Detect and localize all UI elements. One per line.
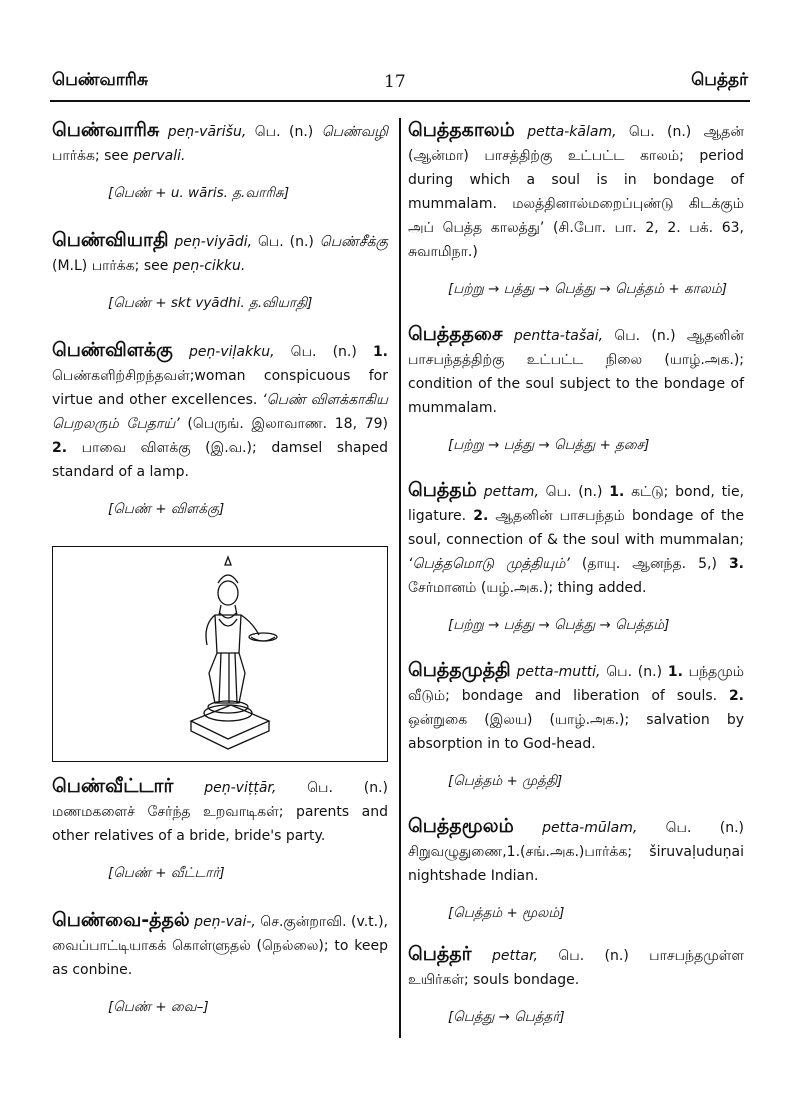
dictionary-entry xyxy=(52,338,388,484)
definition: பெ. (n.) xyxy=(246,124,322,140)
transliteration: peṇ-vai-, xyxy=(194,914,256,930)
page-number: 17 xyxy=(384,72,406,92)
left-column-lower xyxy=(52,774,388,1018)
definition: பெ. (n.) ஆதன் (ஆன்மா) பாசத்திற்கு உட்பட்ட காலம்; period during which a soul is in bondage of mummalam. மலத்தினால்மறைப்புண்டு கிடக்கும் அப் பெத்த காலத்து’ (சி.போ. பா. 2, 2. பக். 63, சுவாமிநா.) xyxy=(408,124,745,260)
definition: பெ. (n.) பாசபந்தமுள்ள உயிர்கள்; souls bondage. xyxy=(408,948,745,988)
quotation: ‘பெத்தமொடு முத்தியும்’ xyxy=(408,556,570,572)
headword: பெண்வியாதி xyxy=(52,229,169,251)
headword: பெண்வை-த்தல் xyxy=(52,909,190,931)
headword: பெண்வீட்டார் xyxy=(52,775,174,797)
definition: பந்தமும் வீடும்; bondage and liberation of souls. xyxy=(408,664,745,704)
illustration-frame xyxy=(52,546,388,762)
definition: (M.L) பார்க்க; see xyxy=(52,258,173,274)
header-right-headword: பெத்தர் xyxy=(691,70,748,90)
etymology: [பெத்தம் + மூலம்] xyxy=(448,905,565,921)
cross-reference: பெண்சீக்கு xyxy=(319,234,388,250)
definition: சேர்மானம் (யழ்.அக.); thing added. xyxy=(408,580,647,596)
etymology: [பெண் + u. wāris. த.வாரிசு] xyxy=(108,185,290,201)
dictionary-entry xyxy=(52,774,388,848)
headword: பெத்தம் xyxy=(408,479,477,501)
lamp-bearer-figure-illustration xyxy=(173,553,283,753)
dictionary-entry xyxy=(408,118,744,264)
transliteration: peṇ-viḷakku, xyxy=(188,344,275,360)
etymology: [பெண் + வீட்டார்] xyxy=(108,865,225,881)
dictionary-entry xyxy=(408,658,744,756)
headword: பெத்ததசை xyxy=(408,323,503,345)
definition: ஒன்றுகை (இலய) (யாழ்.அக.); salvation by absorption in to God-head. xyxy=(408,712,744,752)
definition: பெ. (n.) ஆதனின் பாசபந்தத்திற்கு உட்பட்ட நிலை (யாழ்.அக.); condition of the soul subject to the bondage of mummalam. xyxy=(408,328,745,416)
quotation: ‘பெண் விளக்காகிய பெறலரும் பேதாய்’ xyxy=(52,392,388,432)
transliteration: peṇ-viyādi, xyxy=(174,234,253,250)
transliteration: peṇ-viṭṭār, xyxy=(204,780,277,796)
sense-number: 2. xyxy=(473,508,489,524)
cross-reference: pervali. xyxy=(133,148,186,164)
headword: பெத்தகாலம் xyxy=(408,119,515,141)
left-column xyxy=(52,118,388,520)
citation: (பெருங். இலாவாண. 18, 79) xyxy=(179,416,388,432)
column-divider xyxy=(399,118,401,1038)
transliteration: pettam, xyxy=(483,484,539,500)
dictionary-entry xyxy=(52,118,388,168)
etymology: [பற்று → பத்து → பெத்து + தசை] xyxy=(448,437,650,453)
etymology: [பெத்து → பெத்தர்] xyxy=(448,1009,565,1025)
etymology: [பற்று → பத்து → பெத்து → பெத்தம் + காலம்] xyxy=(448,281,727,297)
headword: பெண்வாரிசு xyxy=(52,119,160,141)
definition: பெ. (n.) சிறுவழுதுணை,1.(சங்.அக.)பார்க்க; širuvaḷuduṇai nightshade Indian. xyxy=(408,820,744,884)
header-rule xyxy=(50,100,750,102)
transliteration: pentta-tašai, xyxy=(513,328,604,344)
definition: ஆதனின் பாசபந்தம் bondage of the soul, connection of & the soul with mummalan; xyxy=(408,508,744,548)
dictionary-entry xyxy=(408,322,744,420)
definition: கட்டு; bond, tie, ligature. xyxy=(408,484,745,524)
transliteration: petta-kālam, xyxy=(527,124,617,140)
headword: பெத்தமுத்தி xyxy=(408,659,511,681)
etymology: [பெத்தம் + முத்தி] xyxy=(448,773,563,789)
dictionary-entry xyxy=(52,908,388,982)
transliteration: peṇ-vārišu, xyxy=(167,124,247,140)
running-header xyxy=(0,70,800,100)
cross-reference: peṇ-cikku. xyxy=(172,258,246,274)
etymology: [பெண் + வை–] xyxy=(108,999,209,1015)
sense-number: 1. xyxy=(372,344,388,360)
definition: பெ. (n.) xyxy=(274,344,373,360)
definition: பெ. (n.) xyxy=(538,484,610,500)
definition: பெ. (n.) மணமகளைச் சேர்ந்த உறவாடிகள்; parents and other relatives of a bride, bride's party. xyxy=(52,780,388,844)
sense-number: 1. xyxy=(667,664,683,680)
sense-number: 3. xyxy=(728,556,744,572)
etymology: [பெண் + விளக்கு] xyxy=(108,501,225,517)
definition: பெ. (n.) xyxy=(600,664,668,680)
header-left-headword: பெண்வாரிசு xyxy=(52,70,148,90)
cross-reference: பெண்வழி xyxy=(321,124,388,140)
citation: (தாயு. ஆனந்த. 5,) xyxy=(569,556,729,572)
dictionary-entry xyxy=(408,478,744,600)
definition: பாவை விளக்கு (இ.வ.); damsel shaped standard of a lamp. xyxy=(52,440,388,480)
transliteration: petta-mutti, xyxy=(516,664,601,680)
sense-number: 2. xyxy=(52,440,68,456)
dictionary-entry xyxy=(408,814,744,888)
definition: பார்க்க; see xyxy=(52,148,134,164)
etymology: [பற்று → பத்து → பெத்து → பெத்தம்] xyxy=(448,617,670,633)
headword: பெத்தர் xyxy=(408,943,472,965)
headword: பெண்விளக்கு xyxy=(52,339,173,361)
definition: பெண்களிற்சிறந்தவள்;woman conspicuous for virtue and other excellences. xyxy=(52,368,388,408)
definition: செ.குன்றாவி. (v.t.), வைப்பாட்டியாகக் கொள்ளுதல் (நெல்லை); to keep as conbine. xyxy=(52,914,388,978)
transliteration: pettar, xyxy=(492,948,538,964)
dictionary-entry xyxy=(408,942,744,992)
definition: பெ. (n.) xyxy=(252,234,320,250)
headword: பெத்தமூலம் xyxy=(408,815,514,837)
etymology: [பெண் + skt vyādhi. த.வியாதி] xyxy=(108,295,313,311)
sense-number: 2. xyxy=(728,688,744,704)
dictionary-entry xyxy=(52,228,388,278)
sense-number: 1. xyxy=(609,484,625,500)
transliteration: petta-mūlam, xyxy=(542,820,638,836)
right-column xyxy=(408,118,744,1028)
